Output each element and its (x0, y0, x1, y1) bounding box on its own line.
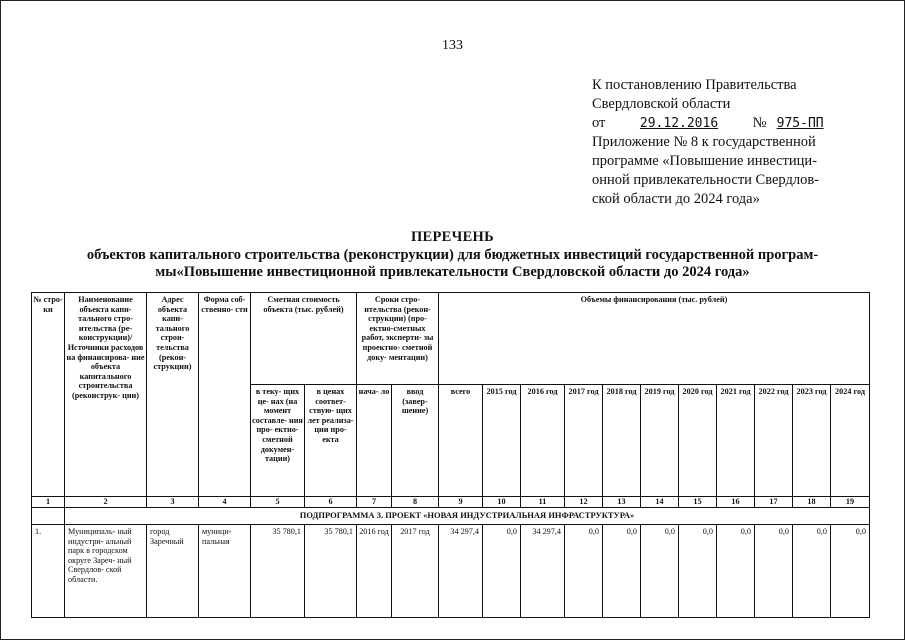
approval-number: 975-ПП (776, 116, 824, 131)
header-year: 2024 год (831, 385, 870, 497)
column-number: 11 (521, 497, 565, 508)
header-address: Адрес объекта капи- тального строи- тельства (рекон- струкции) (147, 293, 199, 497)
column-number: 14 (641, 497, 679, 508)
cost-years: 35 780,1 (305, 525, 357, 618)
header-estimate-current: в теку- щих це- нах (на момент составле- ния про- ектно- сметной докумен- тации) (251, 385, 305, 497)
document-title-line-2: объектов капитального строительства (реконструкции) для бюджетных инвестиций государственной програм- (86, 247, 819, 263)
approval-line-2: Свердловской области (592, 96, 731, 112)
approval-line-5: программе «Повышение инвестици- (592, 153, 818, 169)
column-number: 1 (32, 497, 65, 508)
term-end: 2017 год (392, 525, 439, 618)
date-prefix: от (592, 115, 606, 131)
column-number: 9 (439, 497, 483, 508)
document-title-line-3: мы«Повышение инвестиционной привлекательности Свердловской области до 2024 года» (155, 264, 750, 280)
column-number: 5 (251, 497, 305, 508)
funding-2017: 0,0 (565, 525, 603, 618)
funding-2021: 0,0 (717, 525, 755, 618)
header-year: 2016 год (521, 385, 565, 497)
funding-2015: 0,0 (483, 525, 521, 618)
column-number: 4 (199, 497, 251, 508)
funding-2023: 0,0 (793, 525, 831, 618)
term-start: 2016 год (357, 525, 392, 618)
column-numbers-row (32, 497, 870, 508)
approval-block (592, 76, 892, 209)
header-year: 2019 год (641, 385, 679, 497)
column-number: 16 (717, 497, 755, 508)
header-terms: Сроки стро- ительства (рекон- струкции) (про- ектно-сметных работ, эксперти- зы проектно- сметной доку- ментации) (357, 293, 439, 385)
object-name: Муниципаль- ный индустри- альный парк в городском округе Зареч- ный Свердлов- ской области. (65, 525, 147, 618)
table-row (32, 525, 870, 618)
header-terms-end: ввод (завер- шение) (392, 385, 439, 497)
header-total: всего (439, 385, 483, 497)
approval-line-7: ской области до 2024 года» (592, 191, 760, 207)
header-ownership: Форма соб- ственно- сти (199, 293, 251, 497)
column-number: 8 (392, 497, 439, 508)
approval-date-line (592, 114, 892, 133)
column-number: 17 (755, 497, 793, 508)
header-year: 2015 год (483, 385, 521, 497)
approval-line-4: Приложение № 8 к государственной (592, 134, 816, 150)
column-number: 7 (357, 497, 392, 508)
header-estimate-years: в ценах соответ- ствую- щих лет реализа- ции про- екта (305, 385, 357, 497)
column-number: 6 (305, 497, 357, 508)
header-year: 2022 год (755, 385, 793, 497)
column-number: 18 (793, 497, 831, 508)
header-year: 2023 год (793, 385, 831, 497)
column-number: 12 (565, 497, 603, 508)
column-number: 3 (147, 497, 199, 508)
funding-2018: 0,0 (603, 525, 641, 618)
header-funding: Объемы финансирования (тыс. рублей) (439, 293, 870, 385)
funding-2019: 0,0 (641, 525, 679, 618)
approval-line-6: онной привлекательности Свердлов- (592, 172, 820, 188)
header-year: 2020 год (679, 385, 717, 497)
funding-2016: 34 297,4 (521, 525, 565, 618)
column-number: 13 (603, 497, 641, 508)
document-heading: ПЕРЕЧЕНЬ (410, 229, 495, 245)
column-number: 10 (483, 497, 521, 508)
funding-2022: 0,0 (755, 525, 793, 618)
header-estimate: Сметная стоимость объекта (тыс. рублей) (251, 293, 357, 385)
subprogram-spacer (32, 508, 65, 525)
funding-2020: 0,0 (679, 525, 717, 618)
approval-date: 29.12.2016 (639, 116, 719, 131)
column-number: 19 (831, 497, 870, 508)
funding-2024: 0,0 (831, 525, 870, 618)
number-prefix: № (752, 115, 767, 131)
header-year: 2017 год (565, 385, 603, 497)
column-number: 2 (65, 497, 147, 508)
header-row-number: № стро- ки (32, 293, 65, 497)
page-number: 133 (442, 38, 463, 53)
column-number: 15 (679, 497, 717, 508)
cost-current: 35 780,1 (251, 525, 305, 618)
header-object-name: Наименование объекта капи- тального стро- ительства (ре- конструкции)/ Источники расходов на финансирова- ние объекта капитального строительства (реконструк- ции) (65, 293, 147, 497)
object-address: город Заречный (147, 525, 199, 618)
object-ownership: муници- пальная (199, 525, 251, 618)
header-terms-start: нача- ло (357, 385, 392, 497)
objects-table (31, 292, 870, 618)
approval-line-1: К постановлению Правительства (592, 77, 797, 93)
subprogram-title: ПОДПРОГРАММА 3. ПРОЕКТ «НОВАЯ ИНДУСТРИАЛЬНАЯ ИНФРАСТРУКТУРА» (65, 508, 870, 525)
row-number: 1. (32, 525, 65, 618)
header-year: 2018 год (603, 385, 641, 497)
funding-total: 34 297,4 (439, 525, 483, 618)
header-year: 2021 год (717, 385, 755, 497)
